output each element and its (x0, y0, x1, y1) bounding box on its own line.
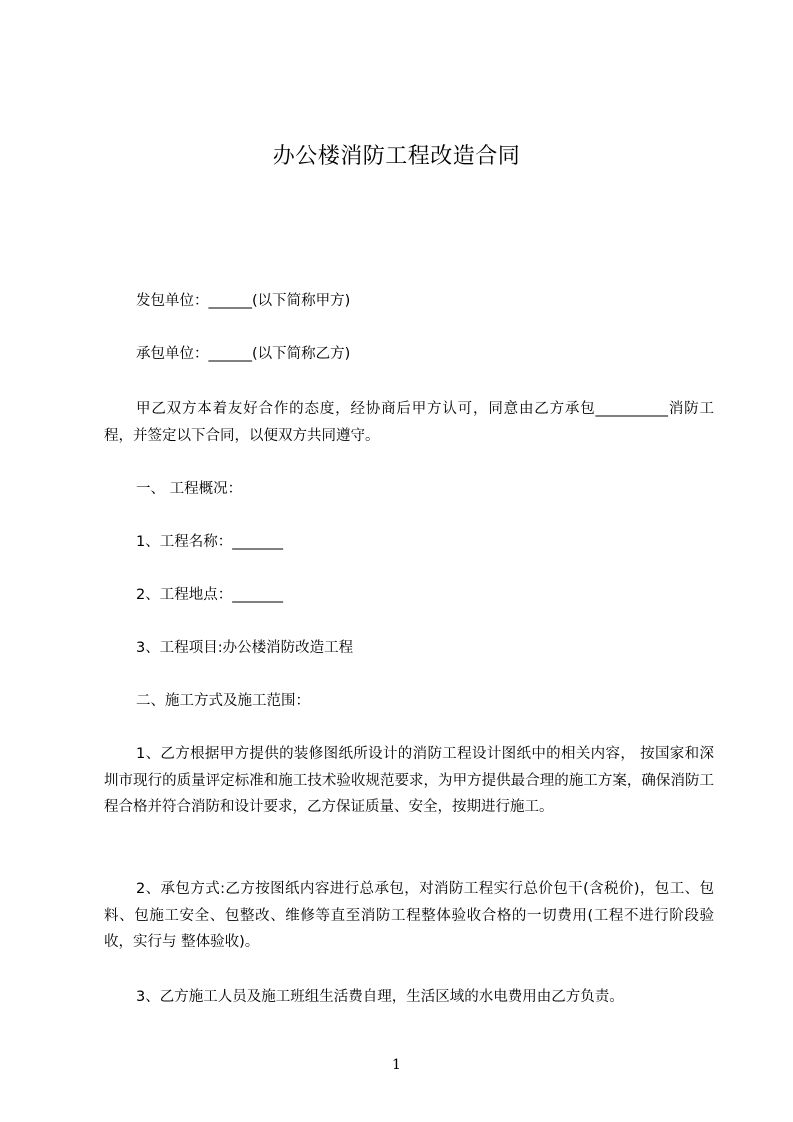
contractor-line: 承包单位：______(以下简称乙方) (136, 346, 351, 362)
section-2-heading: 二、施工方式及施工范围： (136, 693, 310, 709)
intro-paragraph: 甲乙双方本着友好合作的态度，经协商后甲方认可，同意由乙方承包__________消防工程，并签定以下合同，以便双方共同遵守。 (104, 401, 714, 444)
project-name-item: 1、工程名称：_______ (136, 534, 283, 550)
project-scope-item: 3、工程项目:办公楼消防改造工程 (136, 640, 354, 656)
project-location-item: 2、工程地点：_______ (136, 587, 283, 603)
page-number: 1 (392, 1057, 401, 1073)
document-title: 办公楼消防工程改造合同 (272, 144, 521, 169)
section-1-heading: 一、 工程概况： (136, 481, 243, 497)
employer-line: 发包单位：______(以下简称甲方) (136, 293, 351, 309)
contract-method-paragraph: 2、承包方式:乙方按图纸内容进行总承包，对消防工程实行总价包干(含税价)，包工、包料、包施工安全、包整改、维修等直至消防工程整体验收合格的一切费用(工程不进行阶段验收，实行与 整体验收)。 (104, 881, 714, 950)
living-expense-paragraph: 3、乙方施工人员及施工班组生活费自理，生活区域的水电费用由乙方负责。 (136, 989, 624, 1005)
construction-plan-paragraph: 1、乙方根据甲方提供的装修图纸所设计的消防工程设计图纸中的相关内容， 按国家和深圳市现行的质量评定标准和施工技术验收规范要求，为甲方提供最合理的施工方案，确保消防工程合格并符合消防和设计要求，乙方保证质量、安全，按期进行施工。 (104, 746, 714, 815)
